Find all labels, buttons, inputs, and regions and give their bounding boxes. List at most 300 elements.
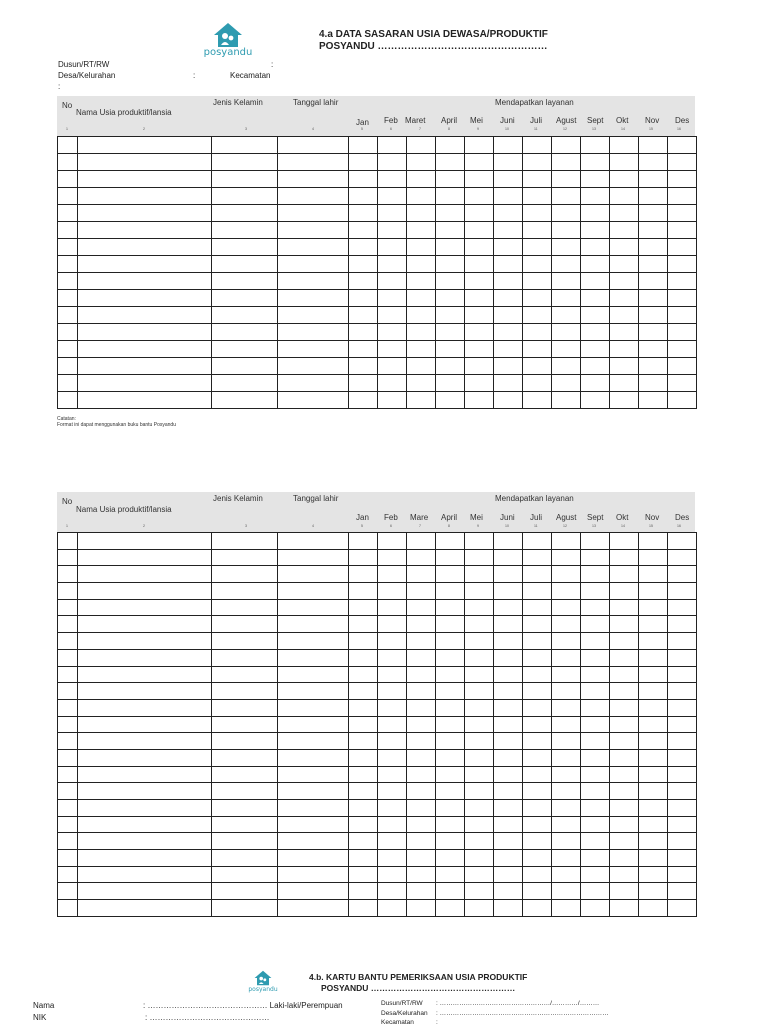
table-cell[interactable]: [58, 749, 78, 766]
table-cell[interactable]: [349, 290, 378, 307]
table-cell[interactable]: [278, 733, 349, 750]
table-cell[interactable]: [581, 256, 610, 273]
table-cell[interactable]: [581, 699, 610, 716]
nik-field[interactable]: : ………………………………………: [145, 1013, 270, 1022]
table-cell[interactable]: [349, 205, 378, 222]
table-cell[interactable]: [639, 549, 668, 566]
table-cell[interactable]: [436, 256, 465, 273]
table-cell[interactable]: [78, 171, 212, 188]
table-cell[interactable]: [523, 566, 552, 583]
table-cell[interactable]: [278, 749, 349, 766]
table-cell[interactable]: [581, 716, 610, 733]
table-cell[interactable]: [212, 616, 278, 633]
table-cell[interactable]: [407, 549, 436, 566]
table-cell[interactable]: [378, 566, 407, 583]
table-cell[interactable]: [581, 816, 610, 833]
table-cell[interactable]: [581, 549, 610, 566]
table-cell[interactable]: [78, 666, 212, 683]
table-cell[interactable]: [523, 222, 552, 239]
table-cell[interactable]: [523, 699, 552, 716]
table-cell[interactable]: [639, 358, 668, 375]
table-cell[interactable]: [407, 171, 436, 188]
table-cell[interactable]: [494, 171, 523, 188]
table-cell[interactable]: [668, 616, 697, 633]
table-cell[interactable]: [436, 733, 465, 750]
table-cell[interactable]: [378, 222, 407, 239]
table-cell[interactable]: [58, 549, 78, 566]
table-cell[interactable]: [78, 616, 212, 633]
table-cell[interactable]: [378, 307, 407, 324]
table-cell[interactable]: [494, 649, 523, 666]
table-cell[interactable]: [278, 850, 349, 867]
table-cell[interactable]: [378, 666, 407, 683]
table-cell[interactable]: [378, 833, 407, 850]
table-cell[interactable]: [581, 850, 610, 867]
table-cell[interactable]: [668, 154, 697, 171]
table-cell[interactable]: [523, 716, 552, 733]
table-cell[interactable]: [639, 137, 668, 154]
table-cell[interactable]: [78, 800, 212, 817]
table-cell[interactable]: [668, 783, 697, 800]
table-cell[interactable]: [523, 188, 552, 205]
table-cell[interactable]: [610, 883, 639, 900]
table-cell[interactable]: [639, 833, 668, 850]
table-cell[interactable]: [523, 307, 552, 324]
table-cell[interactable]: [436, 850, 465, 867]
table-cell[interactable]: [212, 171, 278, 188]
table-cell[interactable]: [78, 222, 212, 239]
table-cell[interactable]: [436, 783, 465, 800]
table-cell[interactable]: [212, 833, 278, 850]
table-cell[interactable]: [639, 341, 668, 358]
table-cell[interactable]: [639, 816, 668, 833]
table-cell[interactable]: [378, 205, 407, 222]
table-cell[interactable]: [58, 833, 78, 850]
table-cell[interactable]: [436, 358, 465, 375]
table-cell[interactable]: [581, 375, 610, 392]
table-cell[interactable]: [378, 583, 407, 600]
table-cell[interactable]: [494, 549, 523, 566]
table-cell[interactable]: [668, 733, 697, 750]
table-cell[interactable]: [639, 324, 668, 341]
table-cell[interactable]: [378, 171, 407, 188]
table-cell[interactable]: [581, 766, 610, 783]
table-cell[interactable]: [407, 256, 436, 273]
table-cell[interactable]: [349, 766, 378, 783]
table-cell[interactable]: [465, 699, 494, 716]
table-cell[interactable]: [494, 866, 523, 883]
table-cell[interactable]: [610, 222, 639, 239]
table-cell[interactable]: [668, 392, 697, 409]
table-cell[interactable]: [610, 633, 639, 650]
table-cell[interactable]: [278, 341, 349, 358]
table-cell[interactable]: [378, 766, 407, 783]
table-cell[interactable]: [552, 273, 581, 290]
table-cell[interactable]: [494, 683, 523, 700]
table-cell[interactable]: [349, 341, 378, 358]
table-cell[interactable]: [668, 583, 697, 600]
table-cell[interactable]: [581, 633, 610, 650]
table-cell[interactable]: [278, 800, 349, 817]
table-cell[interactable]: [407, 324, 436, 341]
table-cell[interactable]: [639, 900, 668, 917]
table-cell[interactable]: [465, 816, 494, 833]
table-cell[interactable]: [436, 239, 465, 256]
table-cell[interactable]: [494, 188, 523, 205]
table-cell[interactable]: [78, 307, 212, 324]
table-cell[interactable]: [407, 766, 436, 783]
table-cell[interactable]: [278, 533, 349, 550]
table-cell[interactable]: [58, 616, 78, 633]
table-cell[interactable]: [58, 599, 78, 616]
table-cell[interactable]: [610, 324, 639, 341]
table-cell[interactable]: [407, 800, 436, 817]
table-cell[interactable]: [465, 616, 494, 633]
table-cell[interactable]: [523, 850, 552, 867]
table-cell[interactable]: [581, 666, 610, 683]
table-cell[interactable]: [465, 341, 494, 358]
table-cell[interactable]: [610, 716, 639, 733]
table-cell[interactable]: [523, 205, 552, 222]
table-cell[interactable]: [349, 716, 378, 733]
table-cell[interactable]: [58, 239, 78, 256]
table-cell[interactable]: [610, 566, 639, 583]
table-cell[interactable]: [212, 816, 278, 833]
table-cell[interactable]: [278, 290, 349, 307]
table-cell[interactable]: [436, 649, 465, 666]
table-cell[interactable]: [465, 766, 494, 783]
table-cell[interactable]: [378, 866, 407, 883]
table-cell[interactable]: [378, 816, 407, 833]
table-cell[interactable]: [494, 307, 523, 324]
table-cell[interactable]: [378, 716, 407, 733]
table-cell[interactable]: [639, 683, 668, 700]
table-cell[interactable]: [278, 649, 349, 666]
table-cell[interactable]: [465, 716, 494, 733]
table-cell[interactable]: [610, 850, 639, 867]
table-cell[interactable]: [465, 850, 494, 867]
table-cell[interactable]: [465, 290, 494, 307]
table-cell[interactable]: [610, 666, 639, 683]
table-cell[interactable]: [407, 239, 436, 256]
table-cell[interactable]: [552, 733, 581, 750]
table-cell[interactable]: [668, 850, 697, 867]
table-cell[interactable]: [668, 222, 697, 239]
table-cell[interactable]: [378, 137, 407, 154]
table-cell[interactable]: [378, 883, 407, 900]
table-cell[interactable]: [552, 816, 581, 833]
table-cell[interactable]: [58, 783, 78, 800]
table-cell[interactable]: [407, 749, 436, 766]
table-cell[interactable]: [436, 716, 465, 733]
table-cell[interactable]: [610, 683, 639, 700]
table-cell[interactable]: [668, 749, 697, 766]
table-cell[interactable]: [436, 900, 465, 917]
form-b-kecamatan-field[interactable]: :: [436, 1019, 438, 1026]
table-cell[interactable]: [523, 549, 552, 566]
table-cell[interactable]: [465, 392, 494, 409]
table-cell[interactable]: [58, 324, 78, 341]
table-cell[interactable]: [581, 324, 610, 341]
table-cell[interactable]: [378, 290, 407, 307]
table-cell[interactable]: [494, 566, 523, 583]
table-cell[interactable]: [278, 392, 349, 409]
table-cell[interactable]: [78, 358, 212, 375]
table-cell[interactable]: [278, 205, 349, 222]
table-cell[interactable]: [465, 222, 494, 239]
table-cell[interactable]: [78, 816, 212, 833]
table-cell[interactable]: [465, 533, 494, 550]
table-cell[interactable]: [494, 816, 523, 833]
table-cell[interactable]: [349, 375, 378, 392]
table-cell[interactable]: [78, 549, 212, 566]
table-cell[interactable]: [639, 307, 668, 324]
table-cell[interactable]: [552, 358, 581, 375]
form-b-desa-field[interactable]: : ……………………………………………………………………: [436, 1010, 609, 1017]
table-cell[interactable]: [639, 256, 668, 273]
table-cell[interactable]: [378, 616, 407, 633]
table-cell[interactable]: [58, 188, 78, 205]
table-cell[interactable]: [436, 171, 465, 188]
table-cell[interactable]: [668, 256, 697, 273]
table-cell[interactable]: [349, 783, 378, 800]
table-cell[interactable]: [523, 154, 552, 171]
table-cell[interactable]: [668, 833, 697, 850]
table-cell[interactable]: [639, 749, 668, 766]
table-cell[interactable]: [378, 599, 407, 616]
table-cell[interactable]: [58, 307, 78, 324]
table-cell[interactable]: [436, 205, 465, 222]
table-cell[interactable]: [349, 816, 378, 833]
table-cell[interactable]: [212, 392, 278, 409]
table-cell[interactable]: [212, 900, 278, 917]
table-cell[interactable]: [58, 273, 78, 290]
table-cell[interactable]: [494, 154, 523, 171]
table-cell[interactable]: [610, 358, 639, 375]
table-cell[interactable]: [58, 766, 78, 783]
table-cell[interactable]: [349, 256, 378, 273]
table-cell[interactable]: [523, 273, 552, 290]
table-cell[interactable]: [58, 137, 78, 154]
table-cell[interactable]: [523, 616, 552, 633]
table-cell[interactable]: [78, 583, 212, 600]
table-cell[interactable]: [78, 699, 212, 716]
table-cell[interactable]: [436, 800, 465, 817]
table-cell[interactable]: [465, 273, 494, 290]
table-cell[interactable]: [668, 290, 697, 307]
table-cell[interactable]: [407, 392, 436, 409]
table-cell[interactable]: [278, 816, 349, 833]
table-cell[interactable]: [278, 137, 349, 154]
table-cell[interactable]: [349, 549, 378, 566]
table-cell[interactable]: [523, 171, 552, 188]
table-cell[interactable]: [639, 766, 668, 783]
table-cell[interactable]: [349, 188, 378, 205]
table-cell[interactable]: [610, 766, 639, 783]
table-cell[interactable]: [407, 733, 436, 750]
table-cell[interactable]: [436, 533, 465, 550]
table-cell[interactable]: [465, 783, 494, 800]
table-cell[interactable]: [436, 154, 465, 171]
table-cell[interactable]: [349, 273, 378, 290]
table-cell[interactable]: [610, 900, 639, 917]
table-cell[interactable]: [668, 633, 697, 650]
table-cell[interactable]: [407, 666, 436, 683]
table-cell[interactable]: [494, 766, 523, 783]
table-cell[interactable]: [465, 566, 494, 583]
table-cell[interactable]: [212, 583, 278, 600]
table-cell[interactable]: [278, 171, 349, 188]
table-cell[interactable]: [581, 222, 610, 239]
table-cell[interactable]: [610, 733, 639, 750]
table-cell[interactable]: [581, 583, 610, 600]
table-cell[interactable]: [581, 900, 610, 917]
table-cell[interactable]: [378, 375, 407, 392]
table-cell[interactable]: [523, 599, 552, 616]
table-cell[interactable]: [465, 358, 494, 375]
table-cell[interactable]: [78, 392, 212, 409]
table-cell[interactable]: [668, 699, 697, 716]
table-cell[interactable]: [58, 683, 78, 700]
table-cell[interactable]: [436, 549, 465, 566]
table-cell[interactable]: [494, 616, 523, 633]
table-cell[interactable]: [278, 549, 349, 566]
table-cell[interactable]: [494, 273, 523, 290]
table-cell[interactable]: [78, 683, 212, 700]
table-cell[interactable]: [523, 341, 552, 358]
table-cell[interactable]: [494, 783, 523, 800]
table-cell[interactable]: [407, 154, 436, 171]
table-cell[interactable]: [494, 137, 523, 154]
table-cell[interactable]: [378, 783, 407, 800]
table-cell[interactable]: [523, 256, 552, 273]
table-cell[interactable]: [407, 833, 436, 850]
table-cell[interactable]: [581, 649, 610, 666]
table-cell[interactable]: [581, 533, 610, 550]
table-cell[interactable]: [212, 324, 278, 341]
table-cell[interactable]: [639, 616, 668, 633]
table-cell[interactable]: [610, 307, 639, 324]
table-cell[interactable]: [552, 341, 581, 358]
table-cell[interactable]: [378, 188, 407, 205]
table-cell[interactable]: [349, 171, 378, 188]
table-cell[interactable]: [212, 649, 278, 666]
table-cell[interactable]: [78, 599, 212, 616]
table-cell[interactable]: [552, 649, 581, 666]
table-cell[interactable]: [378, 733, 407, 750]
table-cell[interactable]: [378, 392, 407, 409]
table-cell[interactable]: [436, 683, 465, 700]
table-cell[interactable]: [278, 766, 349, 783]
table-cell[interactable]: [78, 566, 212, 583]
table-cell[interactable]: [610, 256, 639, 273]
table-cell[interactable]: [494, 883, 523, 900]
table-cell[interactable]: [610, 616, 639, 633]
table-cell[interactable]: [581, 783, 610, 800]
table-cell[interactable]: [494, 392, 523, 409]
table-cell[interactable]: [436, 392, 465, 409]
table-cell[interactable]: [639, 171, 668, 188]
table-cell[interactable]: [581, 358, 610, 375]
table-cell[interactable]: [78, 766, 212, 783]
table-cell[interactable]: [407, 649, 436, 666]
table-cell[interactable]: [436, 137, 465, 154]
table-cell[interactable]: [378, 533, 407, 550]
table-cell[interactable]: [639, 392, 668, 409]
table-cell[interactable]: [552, 866, 581, 883]
table-cell[interactable]: [58, 900, 78, 917]
table-cell[interactable]: [668, 137, 697, 154]
table-cell[interactable]: [436, 273, 465, 290]
table-cell[interactable]: [668, 566, 697, 583]
table-cell[interactable]: [58, 666, 78, 683]
table-cell[interactable]: [407, 566, 436, 583]
table-cell[interactable]: [581, 137, 610, 154]
table-cell[interactable]: [581, 290, 610, 307]
table-cell[interactable]: [581, 599, 610, 616]
table-cell[interactable]: [349, 566, 378, 583]
table-cell[interactable]: [58, 816, 78, 833]
table-cell[interactable]: [278, 222, 349, 239]
table-cell[interactable]: [552, 616, 581, 633]
table-cell[interactable]: [668, 307, 697, 324]
table-cell[interactable]: [494, 716, 523, 733]
table-cell[interactable]: [610, 290, 639, 307]
table-cell[interactable]: [58, 222, 78, 239]
table-cell[interactable]: [212, 273, 278, 290]
table-cell[interactable]: [523, 290, 552, 307]
table-cell[interactable]: [523, 883, 552, 900]
table-cell[interactable]: [639, 699, 668, 716]
table-cell[interactable]: [668, 683, 697, 700]
table-cell[interactable]: [639, 566, 668, 583]
table-cell[interactable]: [494, 800, 523, 817]
table-cell[interactable]: [278, 833, 349, 850]
table-cell[interactable]: [494, 749, 523, 766]
table-cell[interactable]: [436, 290, 465, 307]
table-cell[interactable]: [378, 273, 407, 290]
table-cell[interactable]: [278, 716, 349, 733]
table-cell[interactable]: [610, 171, 639, 188]
table-cell[interactable]: [436, 583, 465, 600]
table-cell[interactable]: [436, 307, 465, 324]
table-cell[interactable]: [639, 533, 668, 550]
table-cell[interactable]: [639, 375, 668, 392]
nama-field[interactable]: : ……………………………………… Laki-laki/Perempuan: [143, 1001, 343, 1010]
table-cell[interactable]: [639, 633, 668, 650]
table-cell[interactable]: [58, 800, 78, 817]
table-cell[interactable]: [494, 850, 523, 867]
table-cell[interactable]: [581, 341, 610, 358]
table-cell[interactable]: [407, 358, 436, 375]
table-cell[interactable]: [212, 766, 278, 783]
table-cell[interactable]: [610, 392, 639, 409]
table-cell[interactable]: [378, 649, 407, 666]
table-cell[interactable]: [523, 816, 552, 833]
table-cell[interactable]: [349, 222, 378, 239]
table-cell[interactable]: [668, 188, 697, 205]
table-cell[interactable]: [552, 900, 581, 917]
table-cell[interactable]: [278, 699, 349, 716]
table-cell[interactable]: [212, 307, 278, 324]
table-cell[interactable]: [407, 533, 436, 550]
table-cell[interactable]: [465, 666, 494, 683]
table-cell[interactable]: [58, 205, 78, 222]
table-cell[interactable]: [212, 222, 278, 239]
table-cell[interactable]: [349, 633, 378, 650]
table-cell[interactable]: [668, 900, 697, 917]
table-cell[interactable]: [436, 666, 465, 683]
